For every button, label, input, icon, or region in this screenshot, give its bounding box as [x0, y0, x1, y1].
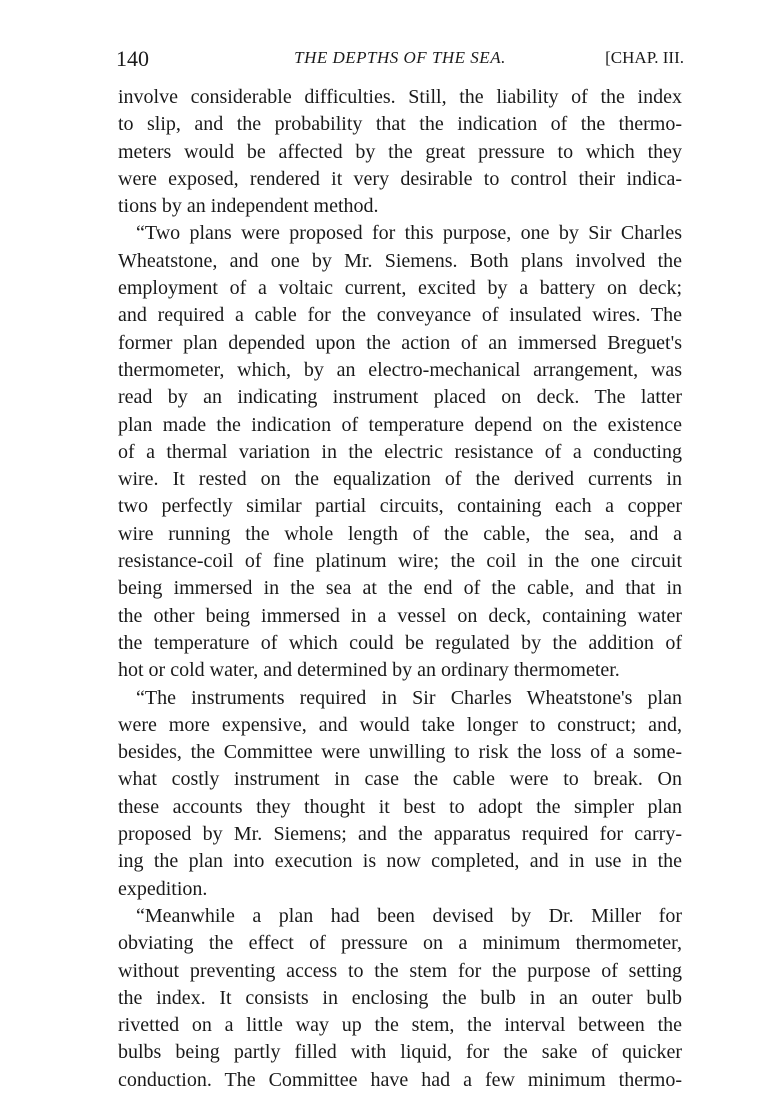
text-line: rivetted on a little way up the stem, the interval between the [118, 1014, 682, 1037]
text-line: two perfectly similar partial circuits, containing each a copper [118, 495, 682, 518]
running-header [116, 46, 684, 76]
text-line: hot or cold water, and determined by an ordinary thermometer. [118, 659, 620, 682]
text-line: wire. It rested on the equalization of the derived currents in [118, 468, 682, 491]
body-text [118, 84, 682, 1094]
text-line: besides, the Committee were unwilling to risk the loss of a some- [118, 741, 682, 764]
text-line: thermometer, which, by an electro-mechanical arrangement, was [118, 358, 682, 381]
text-line: employment of a voltaic current, excited by a battery on deck; [118, 277, 682, 300]
page-number: 140 [116, 46, 149, 71]
running-title: THE DEPTHS OF THE SEA. [294, 48, 506, 67]
text-line: read by an indicating instrument placed on deck. The latter [118, 386, 682, 409]
text-line: bulbs being partly filled with liquid, for the sake of quicker [118, 1041, 682, 1064]
text-line: the temperature of which could be regulated by the addition of [118, 631, 682, 654]
text-line: and required a cable for the conveyance of insulated wires. The [118, 304, 682, 327]
text-line: tions by an independent method. [118, 195, 379, 218]
text-line: “Meanwhile a plan had been devised by Dr. Miller for [136, 904, 682, 927]
text-line: “The instruments required in Sir Charles Wheatstone's plan [136, 686, 682, 709]
text-line: “Two plans were proposed for this purpose, one by Sir Charles [136, 222, 682, 245]
text-line: wire running the whole length of the cable, the sea, and a [118, 522, 682, 545]
text-line: the index. It consists in enclosing the bulb in an outer bulb [118, 986, 682, 1009]
text-line: obviating the effect of pressure on a minimum thermometer, [118, 932, 682, 955]
text-line: were more expensive, and would take longer to construct; and, [118, 713, 682, 736]
text-line: involve considerable difficulties. Still, the liability of the index [118, 86, 682, 108]
text-line: conduction. The Committee have had a few minimum thermo- [118, 1068, 682, 1091]
text-line: former plan depended upon the action of an immersed Breguet's [118, 331, 682, 354]
text-line: of a thermal variation in the electric resistance of a conducting [118, 440, 682, 463]
text-line: expedition. [118, 877, 208, 900]
text-line: Wheatstone, and one by Mr. Siemens. Both plans involved the [118, 249, 682, 272]
text-line: proposed by Mr. Siemens; and the apparatus required for carry- [118, 823, 682, 846]
text-line: what costly instrument in case the cable were to break. On [118, 768, 682, 791]
chapter-label: [CHAP. III. [605, 48, 684, 67]
text-line: the other being immersed in a vessel on deck, containing water [118, 604, 682, 627]
text-line: meters would be affected by the great pressure to which they [118, 140, 682, 163]
text-line: being immersed in the sea at the end of the cable, and that in [118, 577, 682, 600]
text-line: resistance-coil of fine platinum wire; the coil in the one circuit [118, 550, 682, 573]
text-line: these accounts they thought it best to adopt the simpler plan [118, 795, 682, 818]
text-line: without preventing access to the stem for the purpose of setting [118, 959, 682, 982]
text-line: ing the plan into execution is now completed, and in use in the [118, 850, 682, 873]
text-line: plan made the indication of temperature depend on the existence [118, 413, 682, 436]
text-line: were exposed, rendered it very desirable to control their indica- [118, 167, 682, 190]
text-line: to slip, and the probability that the indication of the thermo- [118, 113, 682, 136]
